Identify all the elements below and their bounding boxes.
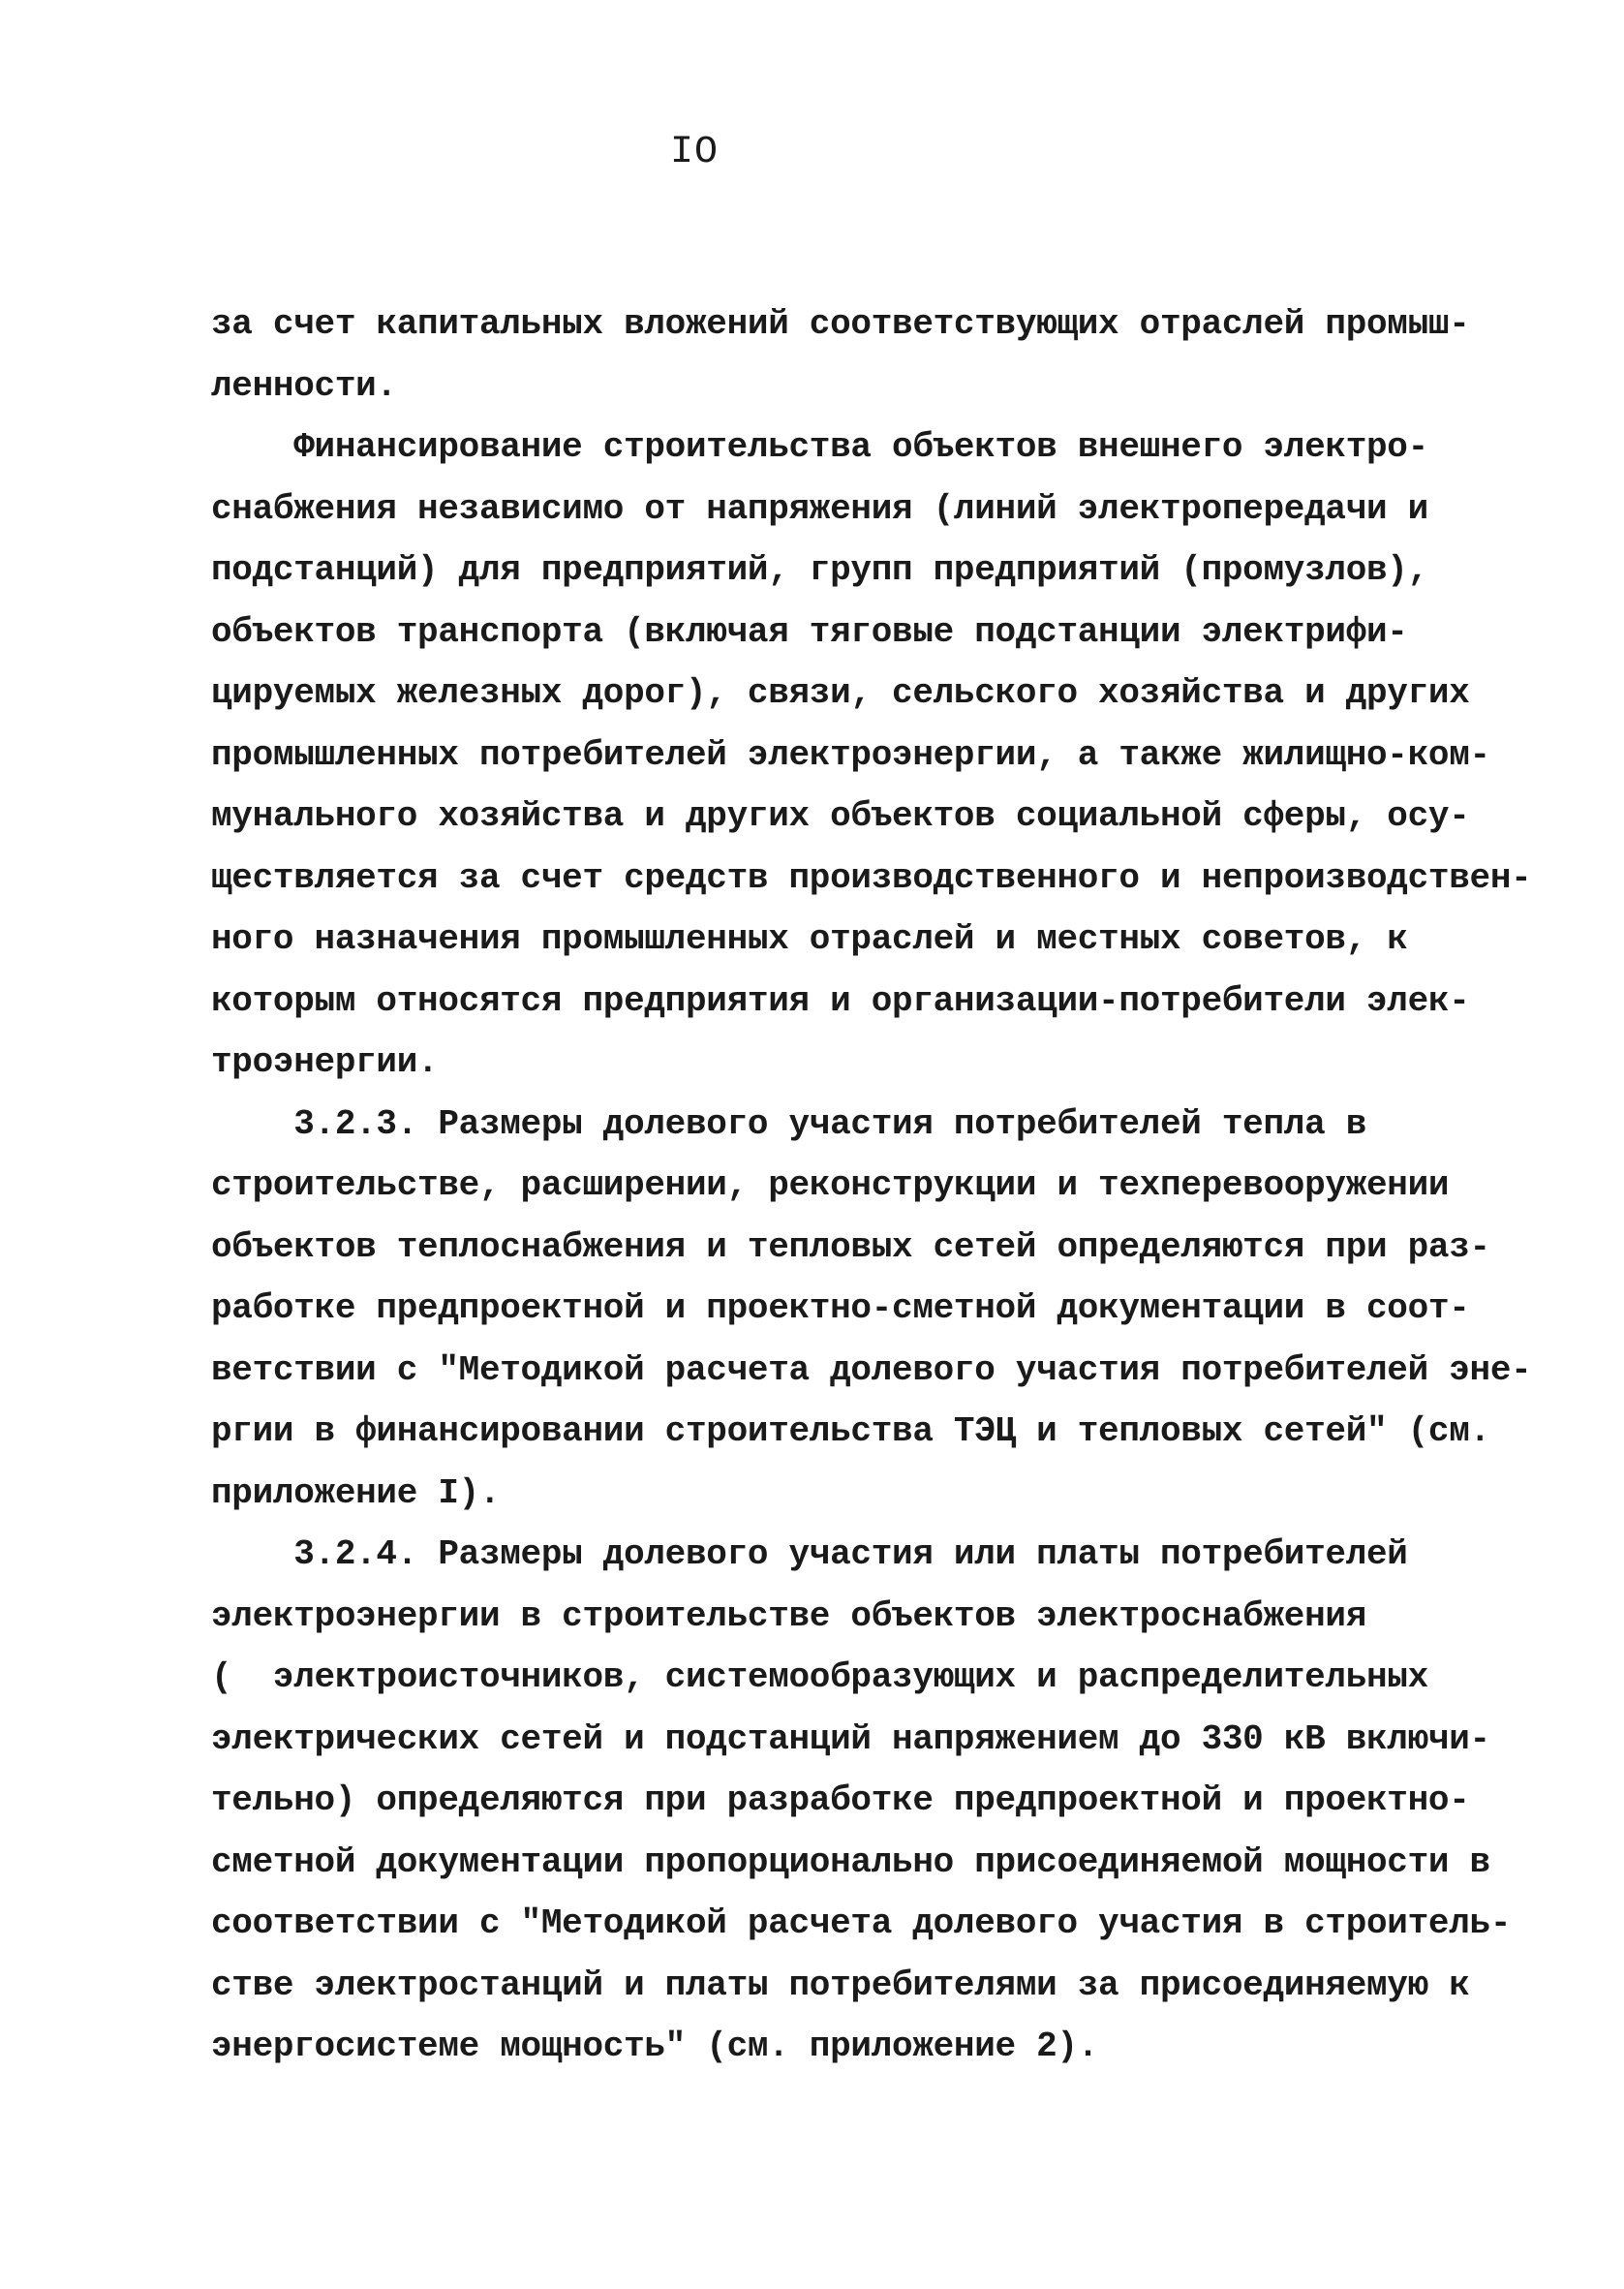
text-line: промышленных потребителей электроэнергии, а также жилищно-ком- bbox=[211, 734, 1490, 775]
text-line: ществляется за счет средств производственного и непроизводствен- bbox=[211, 857, 1532, 898]
text-line: тельно) определяются при разработке предпроектной и проектно- bbox=[211, 1780, 1470, 1820]
text-line: которым относятся предприятия и организации-потребители элек- bbox=[211, 980, 1470, 1021]
paragraph-4 bbox=[211, 1524, 1512, 2078]
text-line: сметной документации пропорционально присоединяемой мощности в bbox=[211, 1841, 1490, 1882]
text-line: ( электроисточников, системообразующих и распределительных bbox=[211, 1657, 1428, 1697]
text-line: Финансирование строительства объектов внешнего электро- bbox=[211, 427, 1428, 467]
page-number: IO bbox=[669, 131, 719, 174]
text-line: работке предпроектной и проектно-сметной документации в соот- bbox=[211, 1288, 1470, 1328]
text-line: стве электростанций и платы потребителями за присоединяемую к bbox=[211, 1964, 1470, 2005]
text-line: объектов транспорта (включая тяговые подстанции электрифи- bbox=[211, 611, 1408, 652]
text-line: соответствии с "Методикой расчета долевого участия в строитель- bbox=[211, 1903, 1512, 1943]
paragraph-1 bbox=[211, 294, 1470, 417]
text-line: строительстве, расширении, реконструкции и техперевооружении bbox=[211, 1165, 1450, 1205]
text-line: ргии в финансировании строительства ТЭЦ и тепловых сетей" (см. bbox=[211, 1411, 1490, 1451]
text-line: мунального хозяйства и других объектов социальной сферы, осу- bbox=[211, 796, 1470, 836]
text-line: электрических сетей и подстанций напряжением до 330 кВ включи- bbox=[211, 1718, 1490, 1759]
text-line: троэнергии. bbox=[211, 1042, 439, 1082]
text-line: снабжения независимо от напряжения (линий электропередачи и bbox=[211, 488, 1428, 529]
text-line: за счет капитальных вложений соответствующих отраслей промыш- bbox=[211, 304, 1470, 344]
text-line: ного назначения промышленных отраслей и местных советов, к bbox=[211, 919, 1408, 959]
text-line: энергосистеме мощность" (см. приложение 2). bbox=[211, 2026, 1099, 2066]
document-body bbox=[211, 294, 1532, 2078]
paragraph-2 bbox=[211, 417, 1532, 1094]
text-line: 3.2.4. Размеры долевого участия или платы потребителей bbox=[211, 1534, 1408, 1574]
paragraph-3 bbox=[211, 1094, 1532, 1525]
text-line: ленности. bbox=[211, 365, 397, 406]
text-line: объектов теплоснабжения и тепловых сетей определяются при раз- bbox=[211, 1226, 1490, 1267]
text-line: 3.2.3. Размеры долевого участия потребителей тепла в bbox=[211, 1103, 1366, 1144]
text-line: цируемых железных дорог), связи, сельского хозяйства и других bbox=[211, 673, 1470, 713]
text-line: ветствии с "Методикой расчета долевого участия потребителей эне- bbox=[211, 1349, 1532, 1390]
text-line: электроэнергии в строительстве объектов электроснабжения bbox=[211, 1595, 1366, 1636]
text-line: приложение I). bbox=[211, 1472, 501, 1513]
text-line: подстанций) для предприятий, групп предприятий (промузлов), bbox=[211, 550, 1428, 590]
